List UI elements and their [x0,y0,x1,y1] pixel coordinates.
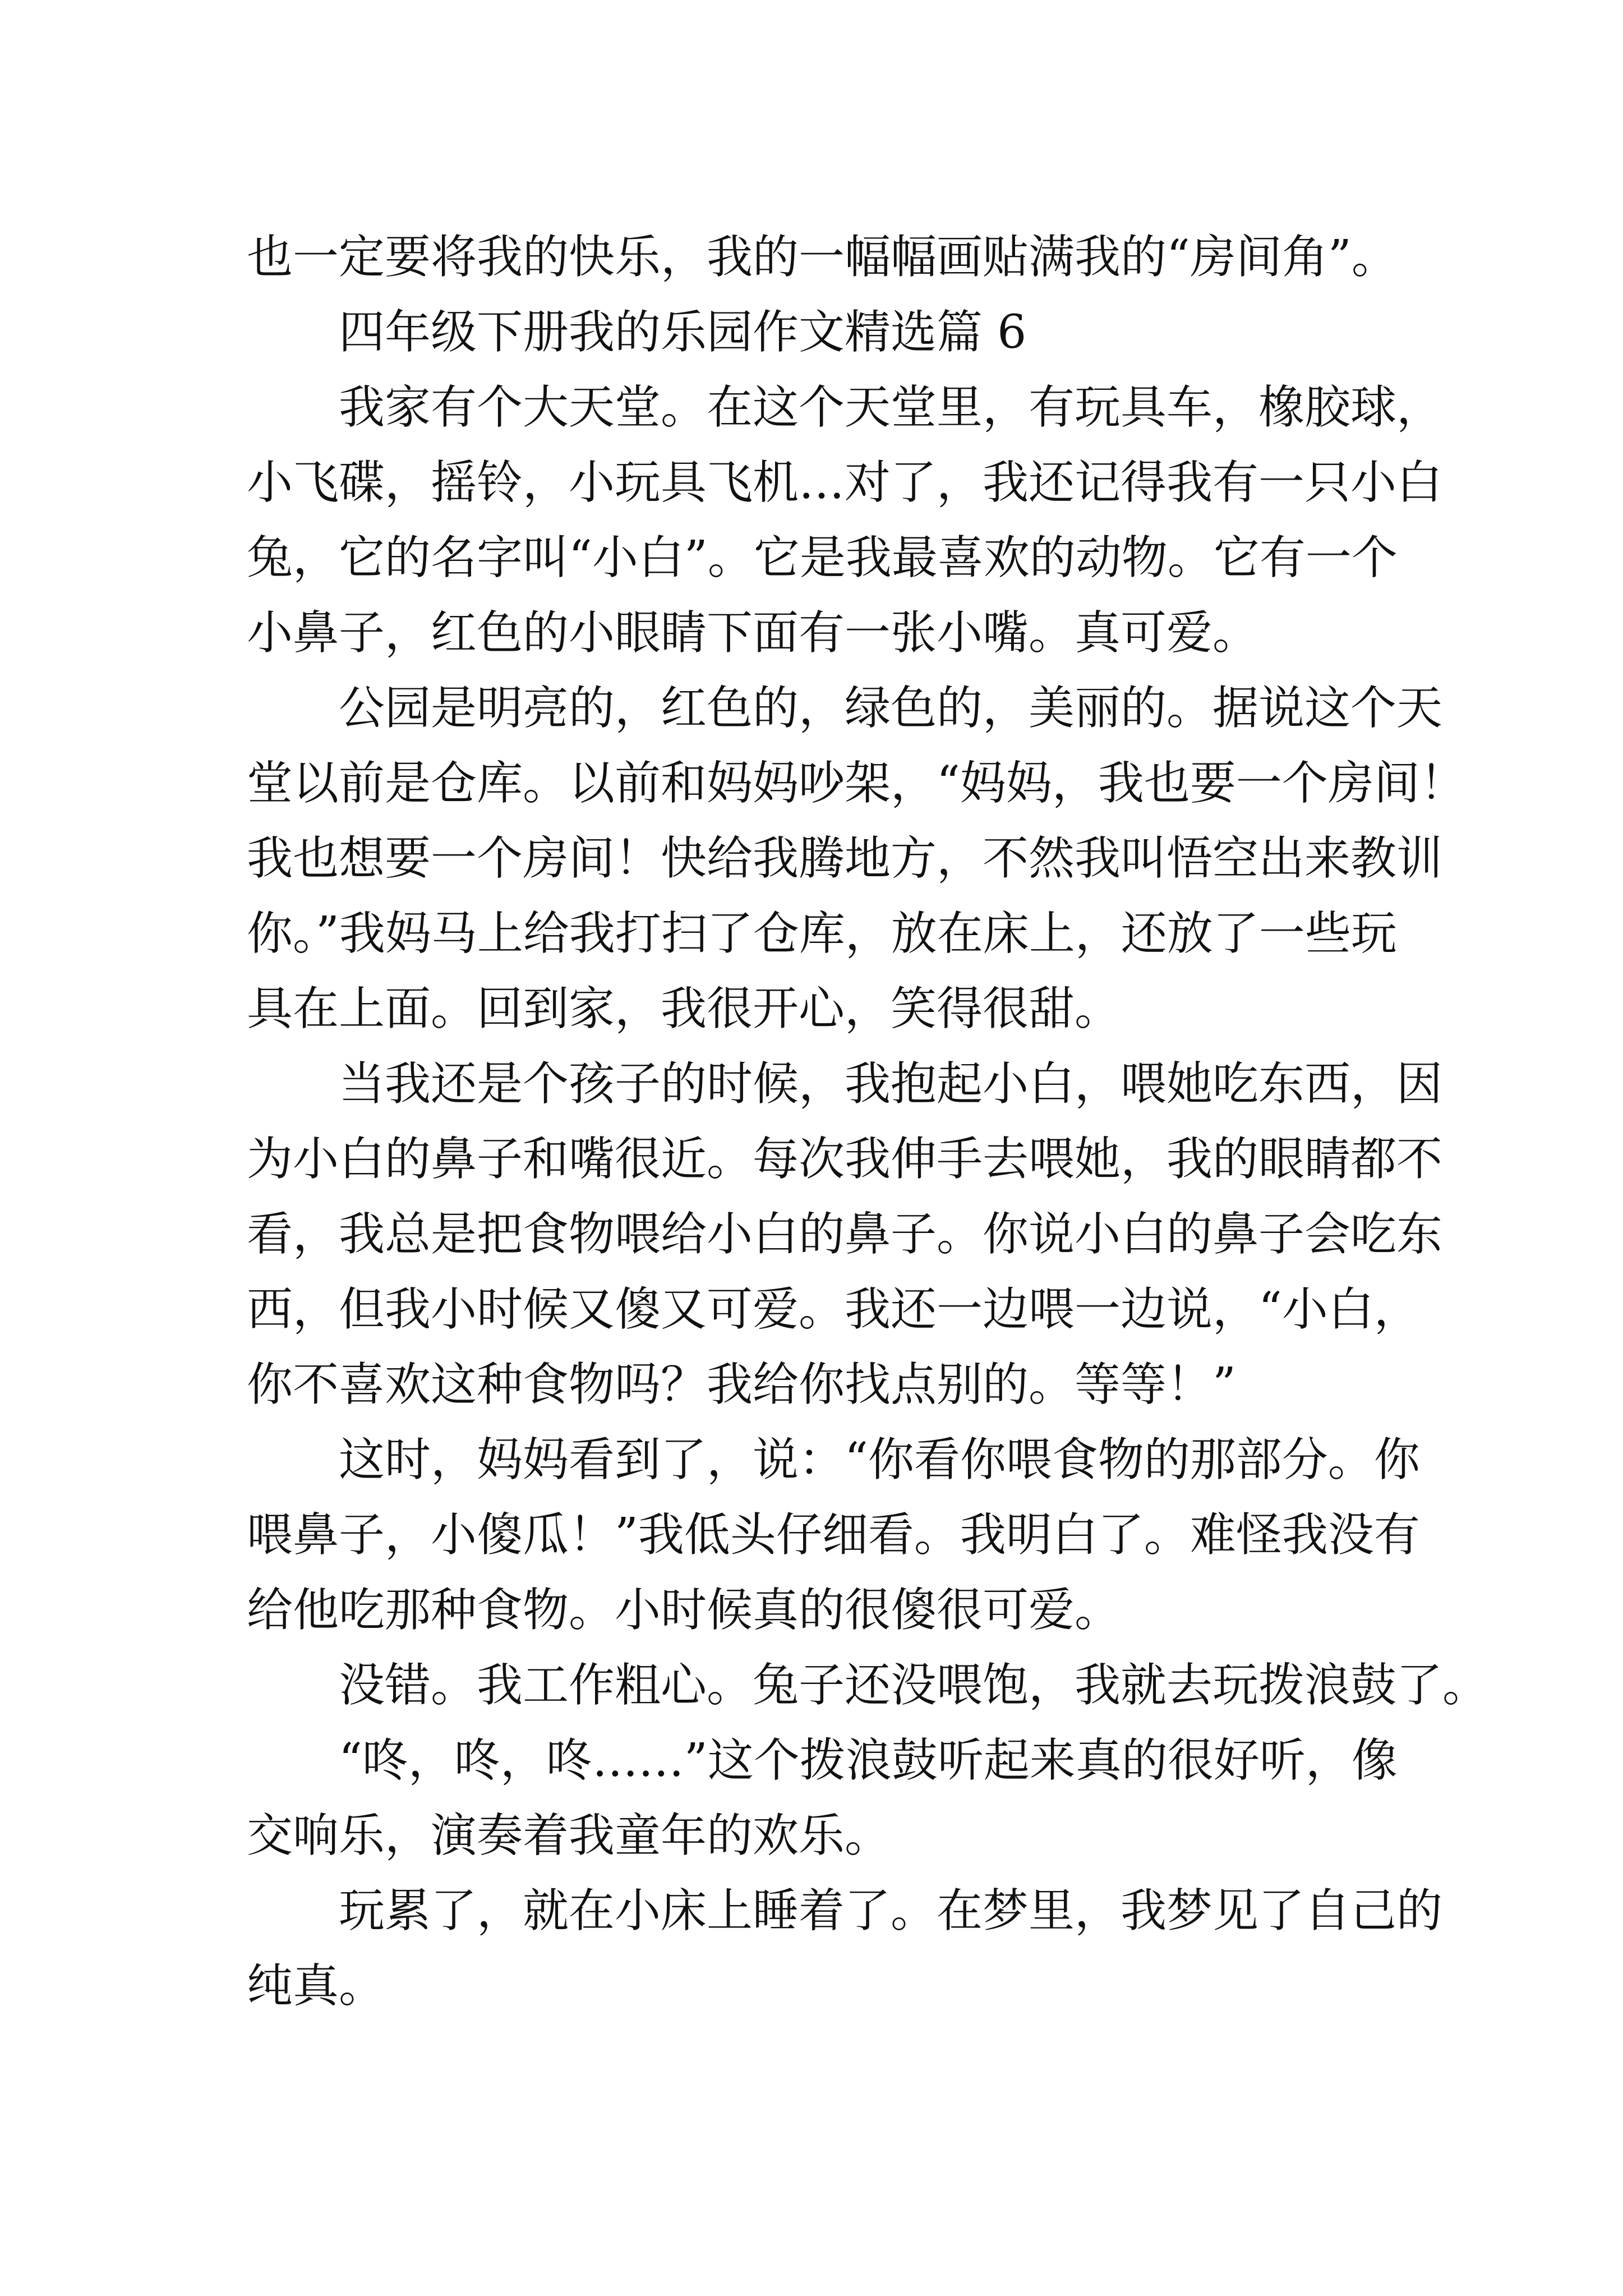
text-line: 具在上面。回到家，我很开心，笑得很甜。 [247,982,1121,1036]
text-line: 为小白的鼻子和嘴很近。每次我伸手去喂她，我的眼睛都不 [247,1133,1443,1186]
text-line: 西，但我小时候又傻又可爱。我还一边喂一边说，“小白， [247,1283,1420,1336]
text-line: 这时，妈妈看到了，说：“你看你喂食物的那部分。你 [339,1433,1420,1487]
text-line: 给他吃那种食物。小时候真的很傻很可爱。 [247,1584,1121,1637]
text-line: 也一定要将我的快乐，我的一幅幅画贴满我的“房间角”。 [247,231,1398,284]
text-line: 玩累了，就在小床上睡着了。在梦里，我梦见了自己的 [339,1884,1443,1938]
text-line: “咚，咚，咚……”这个拨浪鼓听起来真的很好听，像 [339,1734,1398,1787]
text-line: 我也想要一个房间！快给我腾地方，不然我叫悟空出来教训 [247,832,1443,885]
text-line: 喂鼻子，小傻瓜！”我低头仔细看。我明白了。难怪我没有 [247,1508,1420,1562]
text-line: 堂以前是仓库。以前和妈妈吵架，“妈妈，我也要一个房间！ [247,757,1466,810]
text-line: 你。”我妈马上给我打扫了仓库，放在床上，还放了一些玩 [247,907,1397,960]
text-line: 看，我总是把食物喂给小白的鼻子。你说小白的鼻子会吃东 [247,1208,1443,1261]
text-line: 小飞碟，摇铃，小玩具飞机…对了，我还记得我有一只小白 [247,456,1443,509]
text-line: 我家有个大天堂。在这个天堂里，有玩具车，橡胶球， [339,381,1443,434]
text-line: 兔，它的名字叫“小白”。它是我最喜欢的动物。它有一个 [247,531,1398,585]
text-line: 当我还是个孩子的时候，我抱起小白，喂她吃东西，因 [339,1057,1443,1111]
text-line: 你不喜欢这种食物吗？我给你找点别的。等等！” [247,1358,1236,1411]
text-line: 小鼻子，红色的小眼睛下面有一张小嘴。真可爱。 [247,606,1259,660]
document-body [247,220,1489,2024]
text-line: 公园是明亮的，红色的，绿色的，美丽的。据说这个天 [339,682,1443,735]
text-line: 没错。我工作粗心。兔子还没喂饱，我就去玩拨浪鼓了。 [339,1659,1489,1712]
text-line: 交响乐，演奏着我童年的欢乐。 [247,1809,891,1862]
section-heading: 四年级下册我的乐园作文精选篇 6 [339,306,1027,359]
text-line: 纯真。 [247,1959,385,2013]
